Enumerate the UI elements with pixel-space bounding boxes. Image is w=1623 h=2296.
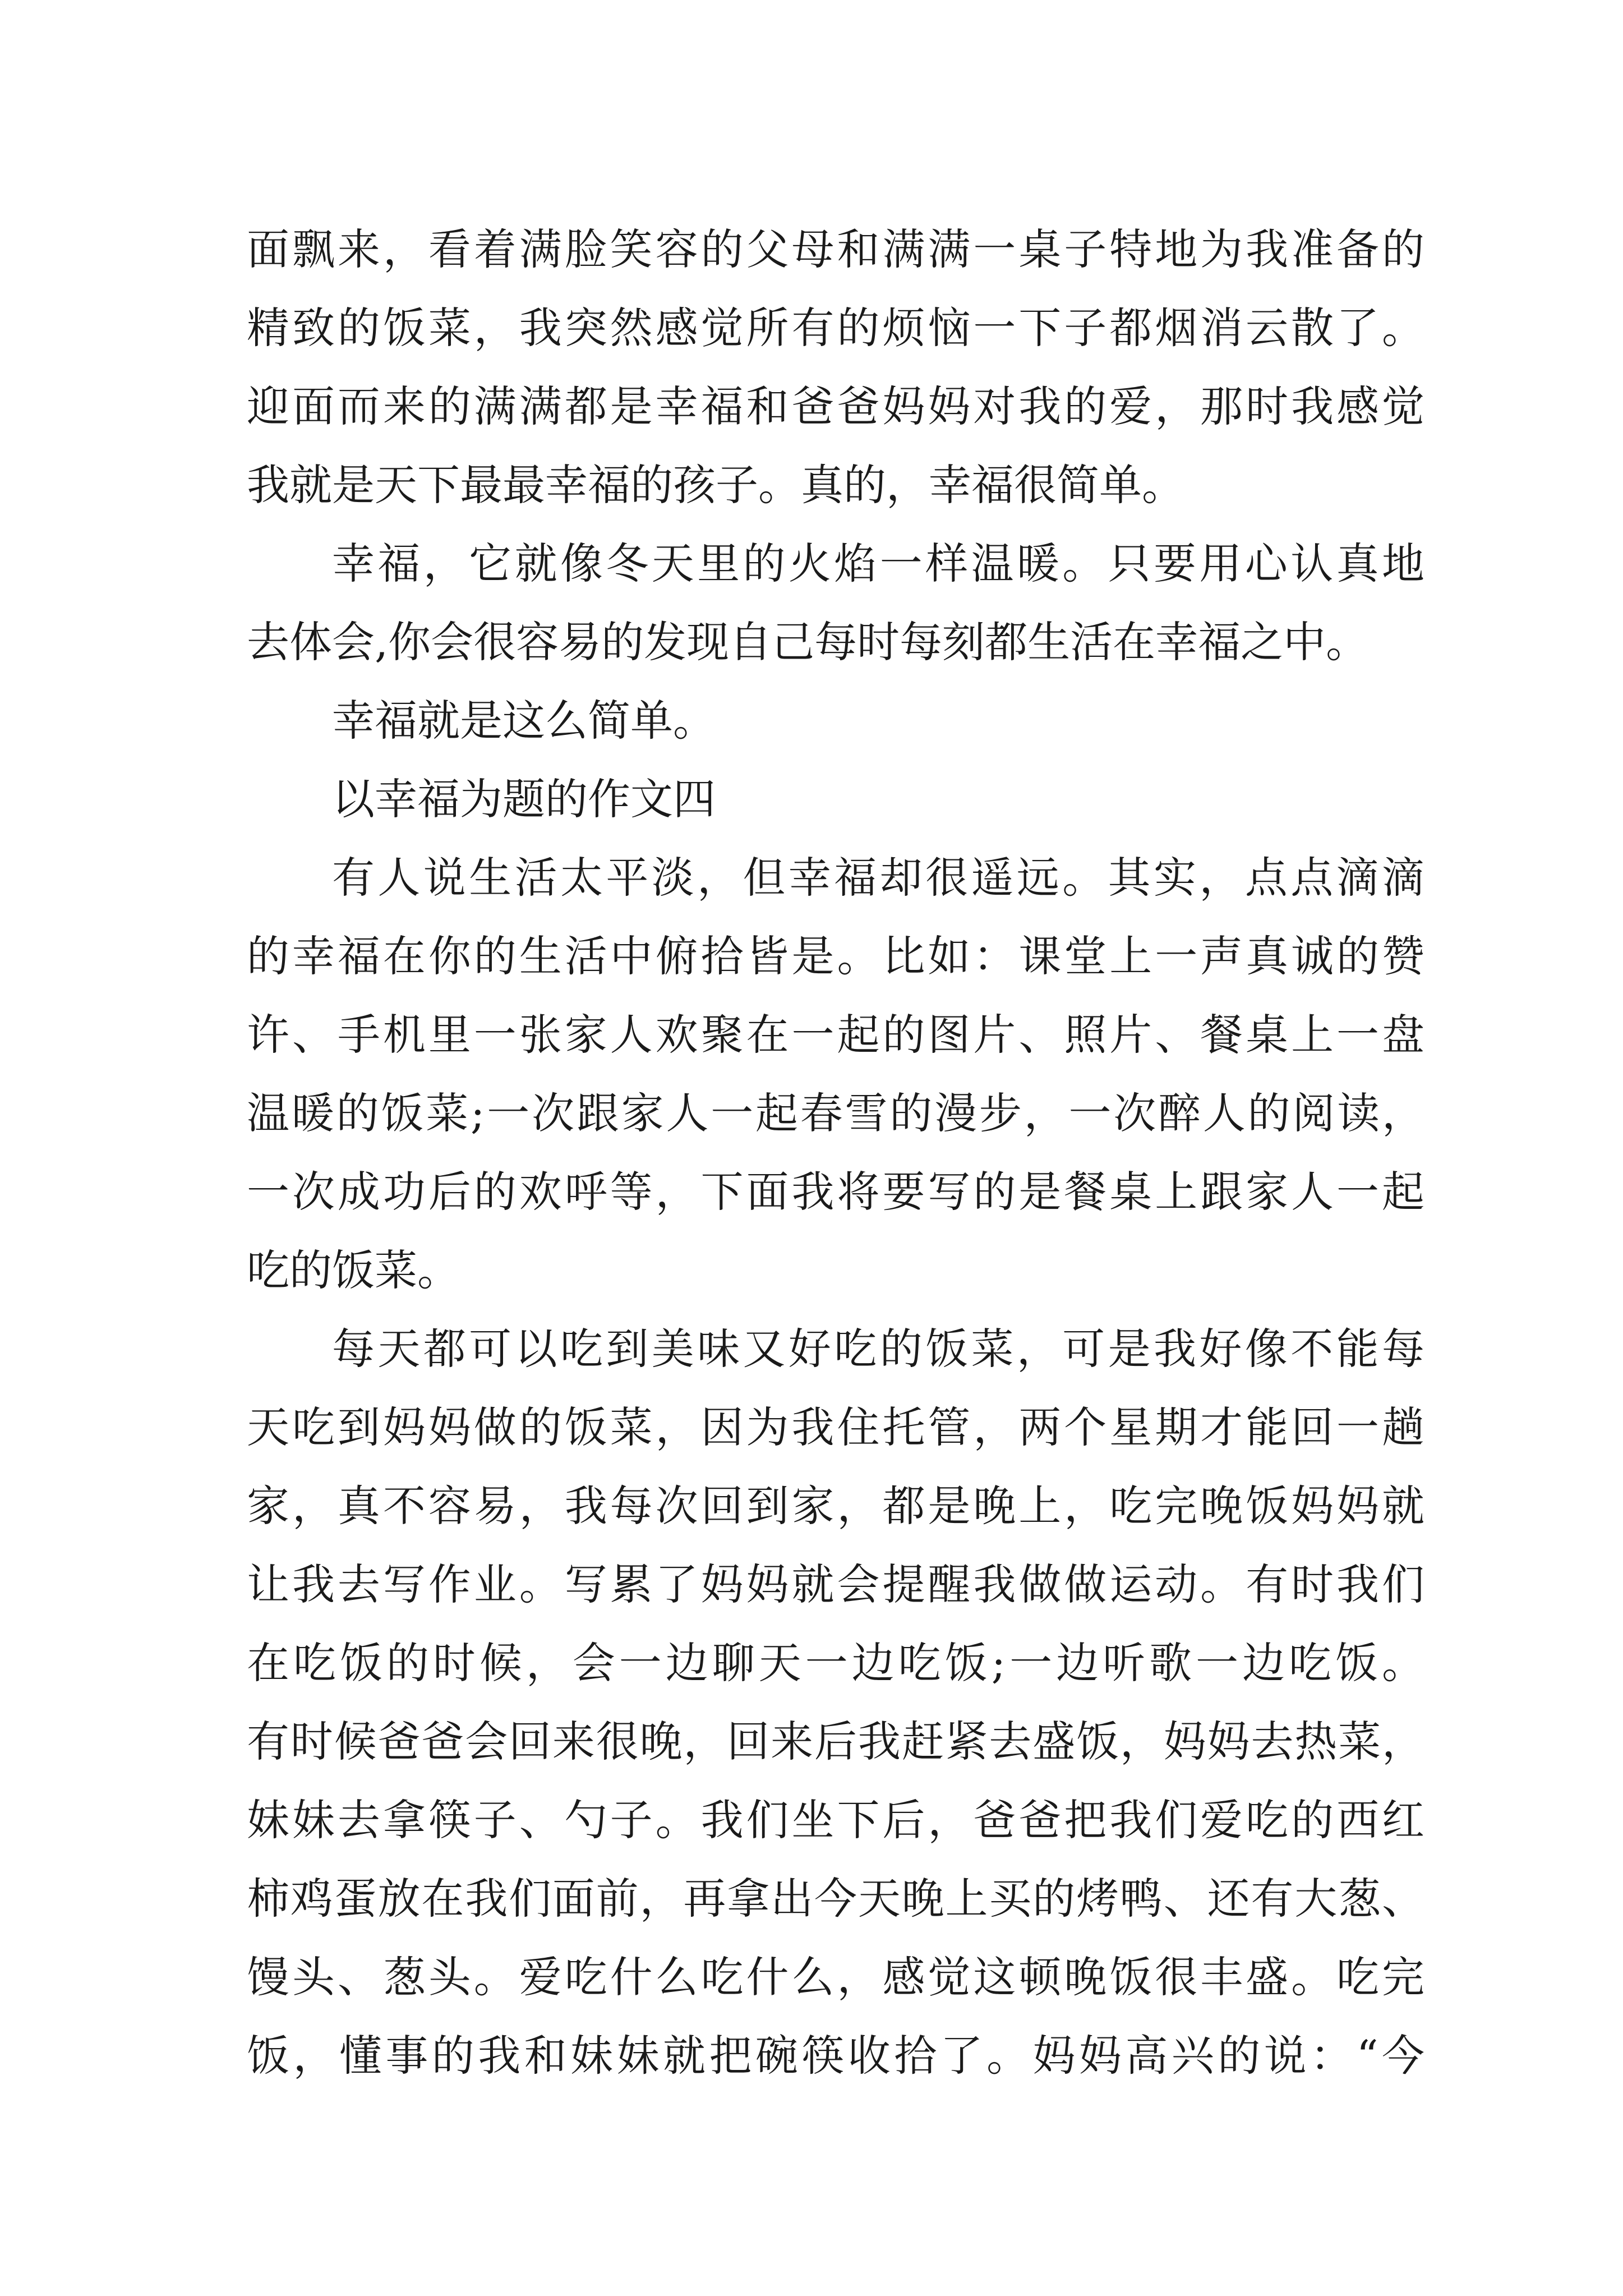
text-line: 每天都可以吃到美味又好吃的饭菜，可是我好像不能每 bbox=[332, 1324, 1424, 1374]
text-line: 有人说生活太平淡，但幸福却很遥远。其实，点点滴滴 bbox=[332, 853, 1424, 903]
text-line: 妹妹去拿筷子、勺子。我们坐下后，爸爸把我们爱吃的西红 bbox=[247, 1795, 1424, 1845]
text-line: 吃的饭菜。 bbox=[247, 1245, 460, 1295]
text-line: 家，真不容易，我每次回到家，都是晚上，吃完晚饭妈妈就 bbox=[247, 1481, 1424, 1531]
text-line: 我就是天下最最幸福的孩子。真的，幸福很简单。 bbox=[247, 460, 1184, 510]
text-line: 一次成功后的欢呼等，下面我将要写的是餐桌上跟家人一起 bbox=[247, 1167, 1424, 1217]
essay-body bbox=[247, 210, 1424, 2095]
text-line: 馒头、葱头。爱吃什么吃什么，感觉这顿晚饭很丰盛。吃完 bbox=[247, 1952, 1424, 2002]
text-line: 精致的饭菜，我突然感觉所有的烦恼一下子都烟消云散了。 bbox=[247, 303, 1424, 353]
text-line: 天吃到妈妈做的饭菜，因为我住托管，两个星期才能回一趟 bbox=[247, 1402, 1424, 1452]
text-line: 的幸福在你的生活中俯拾皆是。比如：课堂上一声真诚的赞 bbox=[247, 931, 1424, 981]
text-line: 去体会,你会很容易的发现自己每时每刻都生活在幸福之中。 bbox=[247, 617, 1369, 667]
text-line: 让我去写作业。写累了妈妈就会提醒我做做运动。有时我们 bbox=[247, 1559, 1424, 1609]
text-line: 柿鸡蛋放在我们面前，再拿出今天晚上买的烤鸭、还有大葱、 bbox=[247, 1874, 1424, 1924]
text-line: 温暖的饭菜;一次跟家人一起春雪的漫步，一次醉人的阅读， bbox=[247, 1088, 1424, 1138]
section-heading: 以幸福为题的作文四 bbox=[332, 774, 716, 824]
text-line: 面飘来，看着满脸笑容的父母和满满一桌子特地为我准备的 bbox=[247, 224, 1424, 274]
text-line: 许、手机里一张家人欢聚在一起的图片、照片、餐桌上一盘 bbox=[247, 1010, 1424, 1060]
text-line: 幸福就是这么简单。 bbox=[332, 696, 716, 746]
text-line: 幸福，它就像冬天里的火焰一样温暖。只要用心认真地 bbox=[332, 539, 1424, 588]
text-line: 迎面而来的满满都是幸福和爸爸妈妈对我的爱，那时我感觉 bbox=[247, 381, 1424, 431]
text-line: 在吃饭的时候，会一边聊天一边吃饭;一边听歌一边吃饭。 bbox=[247, 1638, 1424, 1688]
text-line: 有时候爸爸会回来很晚，回来后我赶紧去盛饭，妈妈去热菜， bbox=[247, 1717, 1424, 1766]
text-line: 饭，懂事的我和妹妹就把碗筷收拾了。妈妈高兴的说：“今 bbox=[247, 2031, 1424, 2081]
